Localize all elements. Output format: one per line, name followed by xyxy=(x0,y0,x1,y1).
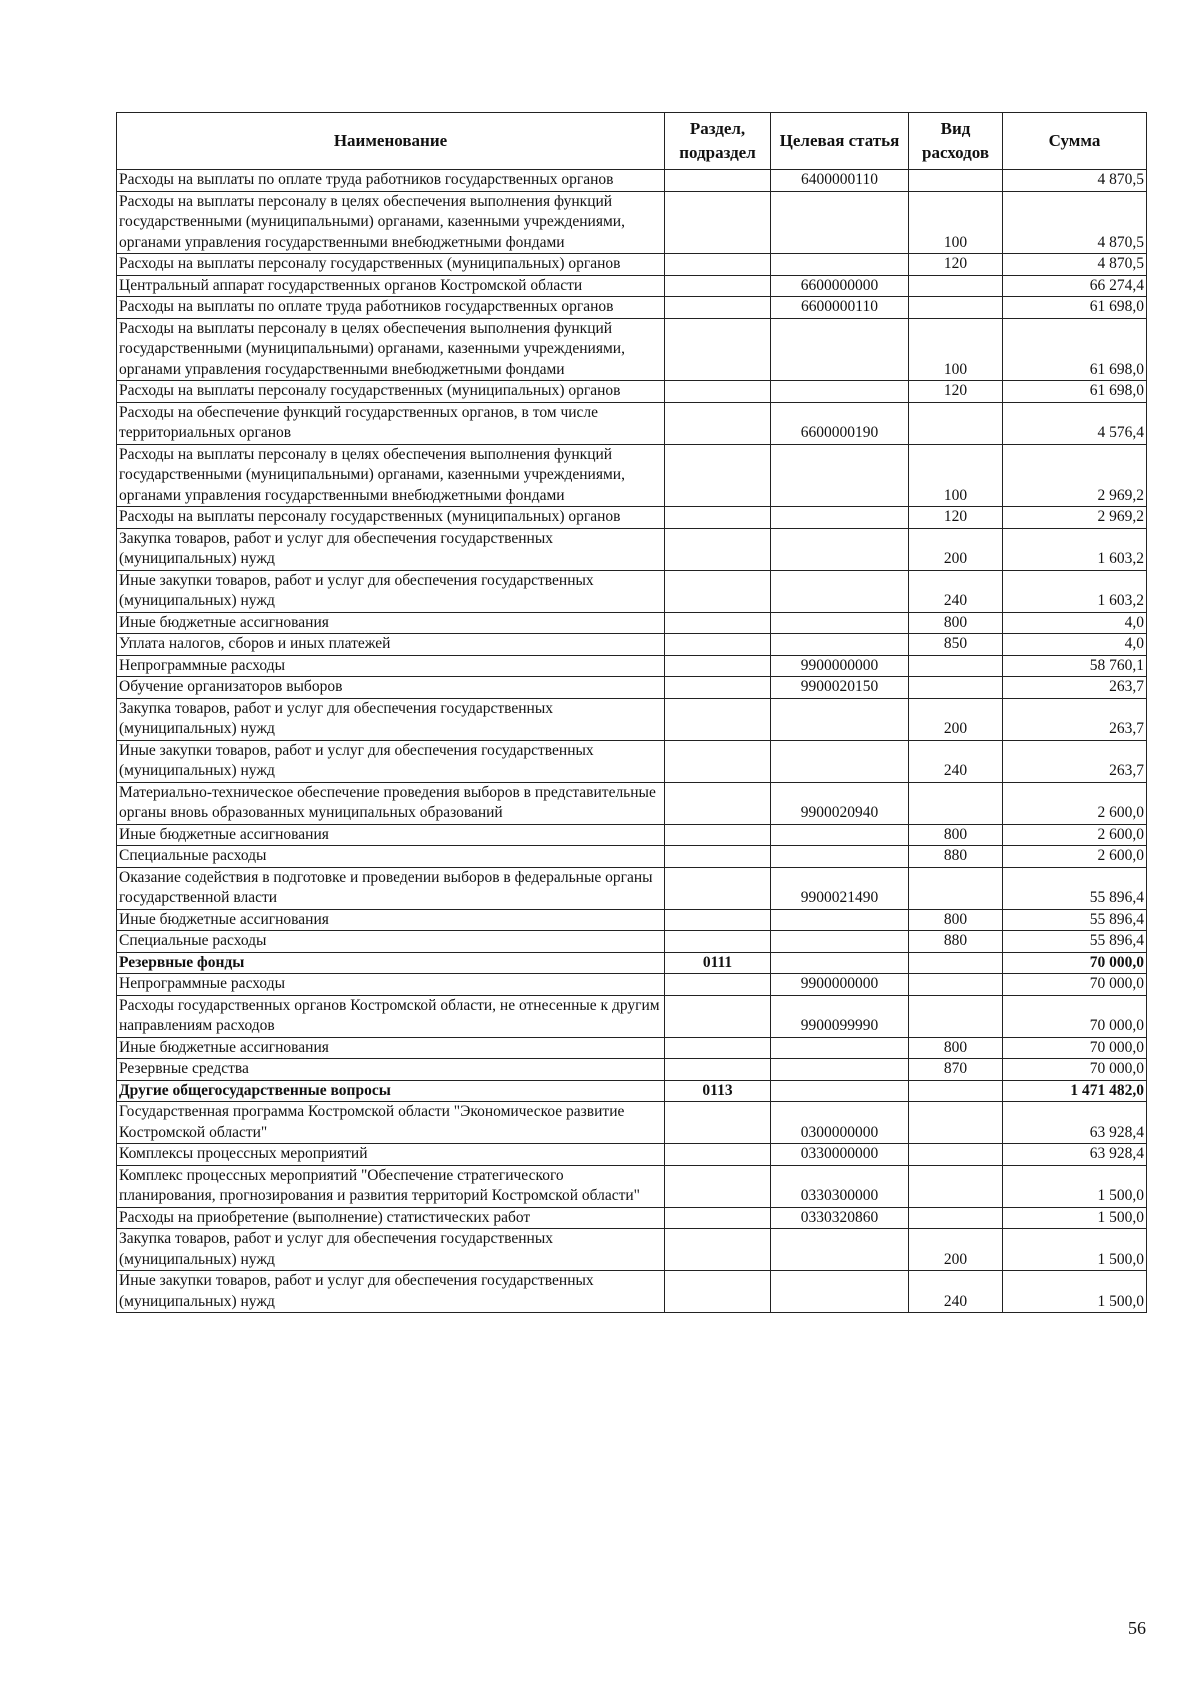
row-sum: 70 000,0 xyxy=(1003,1059,1147,1081)
row-sum: 2 600,0 xyxy=(1003,824,1147,846)
header-target: Целевая статья xyxy=(771,113,909,170)
table-row xyxy=(117,528,1147,570)
row-kind xyxy=(909,867,1003,909)
row-sum: 70 000,0 xyxy=(1003,995,1147,1037)
table-row xyxy=(117,191,1147,254)
row-kind xyxy=(909,1080,1003,1102)
table-row xyxy=(117,677,1147,699)
row-target xyxy=(771,1037,909,1059)
row-kind xyxy=(909,1102,1003,1144)
row-name: Иные закупки товаров, работ и услуг для обеспечения государственных (муниципальных) нужд xyxy=(117,740,665,782)
row-name: Обучение организаторов выборов xyxy=(117,677,665,699)
row-sum: 1 603,2 xyxy=(1003,570,1147,612)
row-name: Комплекс процессных мероприятий "Обеспечение стратегического планирования, прогнозирования и развития территорий Костромской области" xyxy=(117,1165,665,1207)
row-target xyxy=(771,1059,909,1081)
table-row xyxy=(117,570,1147,612)
table-row xyxy=(117,254,1147,276)
table-row xyxy=(117,1271,1147,1313)
table-row xyxy=(117,782,1147,824)
row-section xyxy=(665,846,771,868)
row-target xyxy=(771,740,909,782)
row-name: Специальные расходы xyxy=(117,846,665,868)
row-section xyxy=(665,1144,771,1166)
row-section xyxy=(665,677,771,699)
table-row xyxy=(117,931,1147,953)
table-row xyxy=(117,1080,1147,1102)
row-name: Комплексы процессных мероприятий xyxy=(117,1144,665,1166)
row-sum: 2 600,0 xyxy=(1003,782,1147,824)
table-row xyxy=(117,297,1147,319)
row-target: 9900000000 xyxy=(771,655,909,677)
row-kind xyxy=(909,275,1003,297)
table-row xyxy=(117,1165,1147,1207)
row-name: Расходы на обеспечение функций государственных органов, в том числе территориальных органов xyxy=(117,402,665,444)
row-kind xyxy=(909,1207,1003,1229)
table-row xyxy=(117,275,1147,297)
row-section xyxy=(665,995,771,1037)
row-section xyxy=(665,402,771,444)
row-target xyxy=(771,507,909,529)
table-row xyxy=(117,824,1147,846)
row-sum: 61 698,0 xyxy=(1003,318,1147,381)
row-section xyxy=(665,1229,771,1271)
row-name: Закупка товаров, работ и услуг для обеспечения государственных (муниципальных) нужд xyxy=(117,1229,665,1271)
row-section xyxy=(665,867,771,909)
row-target xyxy=(771,1271,909,1313)
row-sum: 1 500,0 xyxy=(1003,1207,1147,1229)
row-kind: 120 xyxy=(909,507,1003,529)
row-name: Иные бюджетные ассигнования xyxy=(117,1037,665,1059)
row-target xyxy=(771,1080,909,1102)
row-name: Расходы на выплаты по оплате труда работников государственных органов xyxy=(117,297,665,319)
row-section xyxy=(665,1037,771,1059)
table-row xyxy=(117,1102,1147,1144)
row-kind: 800 xyxy=(909,612,1003,634)
row-section xyxy=(665,931,771,953)
row-section xyxy=(665,570,771,612)
table-row xyxy=(117,507,1147,529)
row-section xyxy=(665,1102,771,1144)
row-target: 9900000000 xyxy=(771,974,909,996)
row-name: Государственная программа Костромской области "Экономическое развитие Костромской области" xyxy=(117,1102,665,1144)
row-target xyxy=(771,909,909,931)
row-target: 9900099990 xyxy=(771,995,909,1037)
row-name: Непрограммные расходы xyxy=(117,974,665,996)
row-target: 0330300000 xyxy=(771,1165,909,1207)
row-section xyxy=(665,612,771,634)
row-kind: 120 xyxy=(909,254,1003,276)
row-kind: 100 xyxy=(909,444,1003,507)
table-row xyxy=(117,381,1147,403)
row-target xyxy=(771,952,909,974)
header-section: Раздел, подраздел xyxy=(665,113,771,170)
row-kind: 200 xyxy=(909,528,1003,570)
row-sum: 70 000,0 xyxy=(1003,1037,1147,1059)
row-sum: 66 274,4 xyxy=(1003,275,1147,297)
table-row xyxy=(117,909,1147,931)
row-name: Закупка товаров, работ и услуг для обеспечения государственных (муниципальных) нужд xyxy=(117,528,665,570)
row-name: Иные закупки товаров, работ и услуг для обеспечения государственных (муниципальных) нужд xyxy=(117,1271,665,1313)
row-section xyxy=(665,275,771,297)
row-sum: 55 896,4 xyxy=(1003,867,1147,909)
row-target: 0300000000 xyxy=(771,1102,909,1144)
row-name: Расходы на выплаты персоналу в целях обеспечения выполнения функций государственными (муниципальными) органами, казенными учреждениями, органами управления государственными внебюджетными фондами xyxy=(117,318,665,381)
row-sum: 61 698,0 xyxy=(1003,381,1147,403)
row-target xyxy=(771,931,909,953)
row-kind xyxy=(909,677,1003,699)
row-kind: 200 xyxy=(909,1229,1003,1271)
row-kind xyxy=(909,974,1003,996)
table-row xyxy=(117,318,1147,381)
row-name: Центральный аппарат государственных органов Костромской области xyxy=(117,275,665,297)
table-row xyxy=(117,634,1147,656)
row-target xyxy=(771,846,909,868)
row-name: Иные бюджетные ассигнования xyxy=(117,909,665,931)
row-name: Закупка товаров, работ и услуг для обеспечения государственных (муниципальных) нужд xyxy=(117,698,665,740)
row-sum: 2 600,0 xyxy=(1003,846,1147,868)
row-sum: 4,0 xyxy=(1003,634,1147,656)
row-kind: 880 xyxy=(909,846,1003,868)
row-target: 6600000190 xyxy=(771,402,909,444)
row-section xyxy=(665,297,771,319)
table-row xyxy=(117,1144,1147,1166)
table-row xyxy=(117,698,1147,740)
row-sum: 58 760,1 xyxy=(1003,655,1147,677)
table-row xyxy=(117,740,1147,782)
row-name: Резервные средства xyxy=(117,1059,665,1081)
row-name: Иные бюджетные ассигнования xyxy=(117,824,665,846)
row-name: Иные бюджетные ассигнования xyxy=(117,612,665,634)
table-header-row xyxy=(117,113,1147,170)
row-kind: 800 xyxy=(909,1037,1003,1059)
row-section xyxy=(665,634,771,656)
row-kind xyxy=(909,297,1003,319)
row-sum: 1 500,0 xyxy=(1003,1271,1147,1313)
row-kind: 100 xyxy=(909,318,1003,381)
row-target xyxy=(771,254,909,276)
table-row xyxy=(117,655,1147,677)
row-target xyxy=(771,698,909,740)
row-target: 6600000110 xyxy=(771,297,909,319)
row-target xyxy=(771,191,909,254)
table-row xyxy=(117,170,1147,192)
row-name: Уплата налогов, сборов и иных платежей xyxy=(117,634,665,656)
row-target xyxy=(771,444,909,507)
row-section xyxy=(665,318,771,381)
row-target xyxy=(771,612,909,634)
table-body xyxy=(117,170,1147,1313)
row-sum: 263,7 xyxy=(1003,740,1147,782)
row-kind xyxy=(909,402,1003,444)
row-target: 9900021490 xyxy=(771,867,909,909)
table-row xyxy=(117,1229,1147,1271)
row-sum: 263,7 xyxy=(1003,677,1147,699)
row-kind: 240 xyxy=(909,1271,1003,1313)
table-row xyxy=(117,867,1147,909)
row-target: 0330320860 xyxy=(771,1207,909,1229)
row-sum: 55 896,4 xyxy=(1003,931,1147,953)
row-name: Резервные фонды xyxy=(117,952,665,974)
row-kind: 880 xyxy=(909,931,1003,953)
row-target: 9900020150 xyxy=(771,677,909,699)
row-name: Расходы на выплаты персоналу государственных (муниципальных) органов xyxy=(117,507,665,529)
row-sum: 55 896,4 xyxy=(1003,909,1147,931)
row-kind xyxy=(909,952,1003,974)
row-section xyxy=(665,782,771,824)
row-kind xyxy=(909,1144,1003,1166)
row-kind xyxy=(909,782,1003,824)
header-sum: Сумма xyxy=(1003,113,1147,170)
row-target: 6400000110 xyxy=(771,170,909,192)
row-kind: 800 xyxy=(909,824,1003,846)
row-kind xyxy=(909,655,1003,677)
row-name: Расходы на выплаты персоналу в целях обеспечения выполнения функций государственными (муниципальными) органами, казенными учреждениями, органами управления государственными внебюджетными фондами xyxy=(117,444,665,507)
row-name: Другие общегосударственные вопросы xyxy=(117,1080,665,1102)
row-sum: 70 000,0 xyxy=(1003,952,1147,974)
row-sum: 2 969,2 xyxy=(1003,444,1147,507)
row-target xyxy=(771,1229,909,1271)
row-name: Расходы государственных органов Костромской области, не отнесенные к другим направлениям расходов xyxy=(117,995,665,1037)
table-row xyxy=(117,1037,1147,1059)
row-section xyxy=(665,698,771,740)
row-sum: 1 471 482,0 xyxy=(1003,1080,1147,1102)
row-kind xyxy=(909,170,1003,192)
row-sum: 4 870,5 xyxy=(1003,191,1147,254)
row-section xyxy=(665,254,771,276)
row-name: Расходы на выплаты персоналу государственных (муниципальных) органов xyxy=(117,381,665,403)
row-sum: 61 698,0 xyxy=(1003,297,1147,319)
row-target: 9900020940 xyxy=(771,782,909,824)
table-row xyxy=(117,1059,1147,1081)
page-number: 56 xyxy=(1128,1618,1146,1638)
row-name: Непрограммные расходы xyxy=(117,655,665,677)
row-name: Расходы на выплаты персоналу в целях обеспечения выполнения функций государственными (муниципальными) органами, казенными учреждениями, органами управления государственными внебюджетными фондами xyxy=(117,191,665,254)
table-row xyxy=(117,974,1147,996)
row-target xyxy=(771,318,909,381)
row-sum: 4 870,5 xyxy=(1003,170,1147,192)
row-name: Иные закупки товаров, работ и услуг для обеспечения государственных (муниципальных) нужд xyxy=(117,570,665,612)
row-name: Расходы на выплаты персоналу государственных (муниципальных) органов xyxy=(117,254,665,276)
row-sum: 4 870,5 xyxy=(1003,254,1147,276)
row-target xyxy=(771,824,909,846)
table-row xyxy=(117,444,1147,507)
row-section xyxy=(665,191,771,254)
table-row xyxy=(117,1207,1147,1229)
row-sum: 2 969,2 xyxy=(1003,507,1147,529)
row-section xyxy=(665,1207,771,1229)
row-section xyxy=(665,1059,771,1081)
row-name: Материально-техническое обеспечение проведения выборов в представительные органы вновь образованных муниципальных образований xyxy=(117,782,665,824)
budget-table xyxy=(116,112,1147,1313)
row-section xyxy=(665,974,771,996)
row-kind: 240 xyxy=(909,740,1003,782)
row-name: Расходы на приобретение (выполнение) статистических работ xyxy=(117,1207,665,1229)
row-target: 6600000000 xyxy=(771,275,909,297)
row-section xyxy=(665,444,771,507)
row-kind: 800 xyxy=(909,909,1003,931)
row-target xyxy=(771,528,909,570)
row-sum: 263,7 xyxy=(1003,698,1147,740)
row-sum: 1 500,0 xyxy=(1003,1165,1147,1207)
table-row xyxy=(117,402,1147,444)
row-kind: 870 xyxy=(909,1059,1003,1081)
row-kind: 200 xyxy=(909,698,1003,740)
row-section xyxy=(665,507,771,529)
row-sum: 4 576,4 xyxy=(1003,402,1147,444)
row-sum: 63 928,4 xyxy=(1003,1102,1147,1144)
row-sum: 1 500,0 xyxy=(1003,1229,1147,1271)
row-section: 0111 xyxy=(665,952,771,974)
row-section xyxy=(665,824,771,846)
row-name: Специальные расходы xyxy=(117,931,665,953)
row-kind xyxy=(909,1165,1003,1207)
row-section xyxy=(665,740,771,782)
row-section xyxy=(665,1271,771,1313)
table-row xyxy=(117,612,1147,634)
row-section xyxy=(665,528,771,570)
row-name: Расходы на выплаты по оплате труда работников государственных органов xyxy=(117,170,665,192)
row-target xyxy=(771,381,909,403)
row-target xyxy=(771,570,909,612)
row-section xyxy=(665,909,771,931)
row-section xyxy=(665,381,771,403)
table-row xyxy=(117,952,1147,974)
row-sum: 4,0 xyxy=(1003,612,1147,634)
row-section: 0113 xyxy=(665,1080,771,1102)
row-target xyxy=(771,634,909,656)
row-sum: 63 928,4 xyxy=(1003,1144,1147,1166)
row-section xyxy=(665,1165,771,1207)
row-kind: 850 xyxy=(909,634,1003,656)
row-kind: 120 xyxy=(909,381,1003,403)
table-row xyxy=(117,846,1147,868)
row-section xyxy=(665,655,771,677)
row-kind: 100 xyxy=(909,191,1003,254)
row-sum: 1 603,2 xyxy=(1003,528,1147,570)
header-name: Наименование xyxy=(117,113,665,170)
row-target: 0330000000 xyxy=(771,1144,909,1166)
row-kind: 240 xyxy=(909,570,1003,612)
row-kind xyxy=(909,995,1003,1037)
table-row xyxy=(117,995,1147,1037)
header-kind: Вид расходов xyxy=(909,113,1003,170)
row-sum: 70 000,0 xyxy=(1003,974,1147,996)
row-name: Оказание содействия в подготовке и проведении выборов в федеральные органы государственной власти xyxy=(117,867,665,909)
row-section xyxy=(665,170,771,192)
